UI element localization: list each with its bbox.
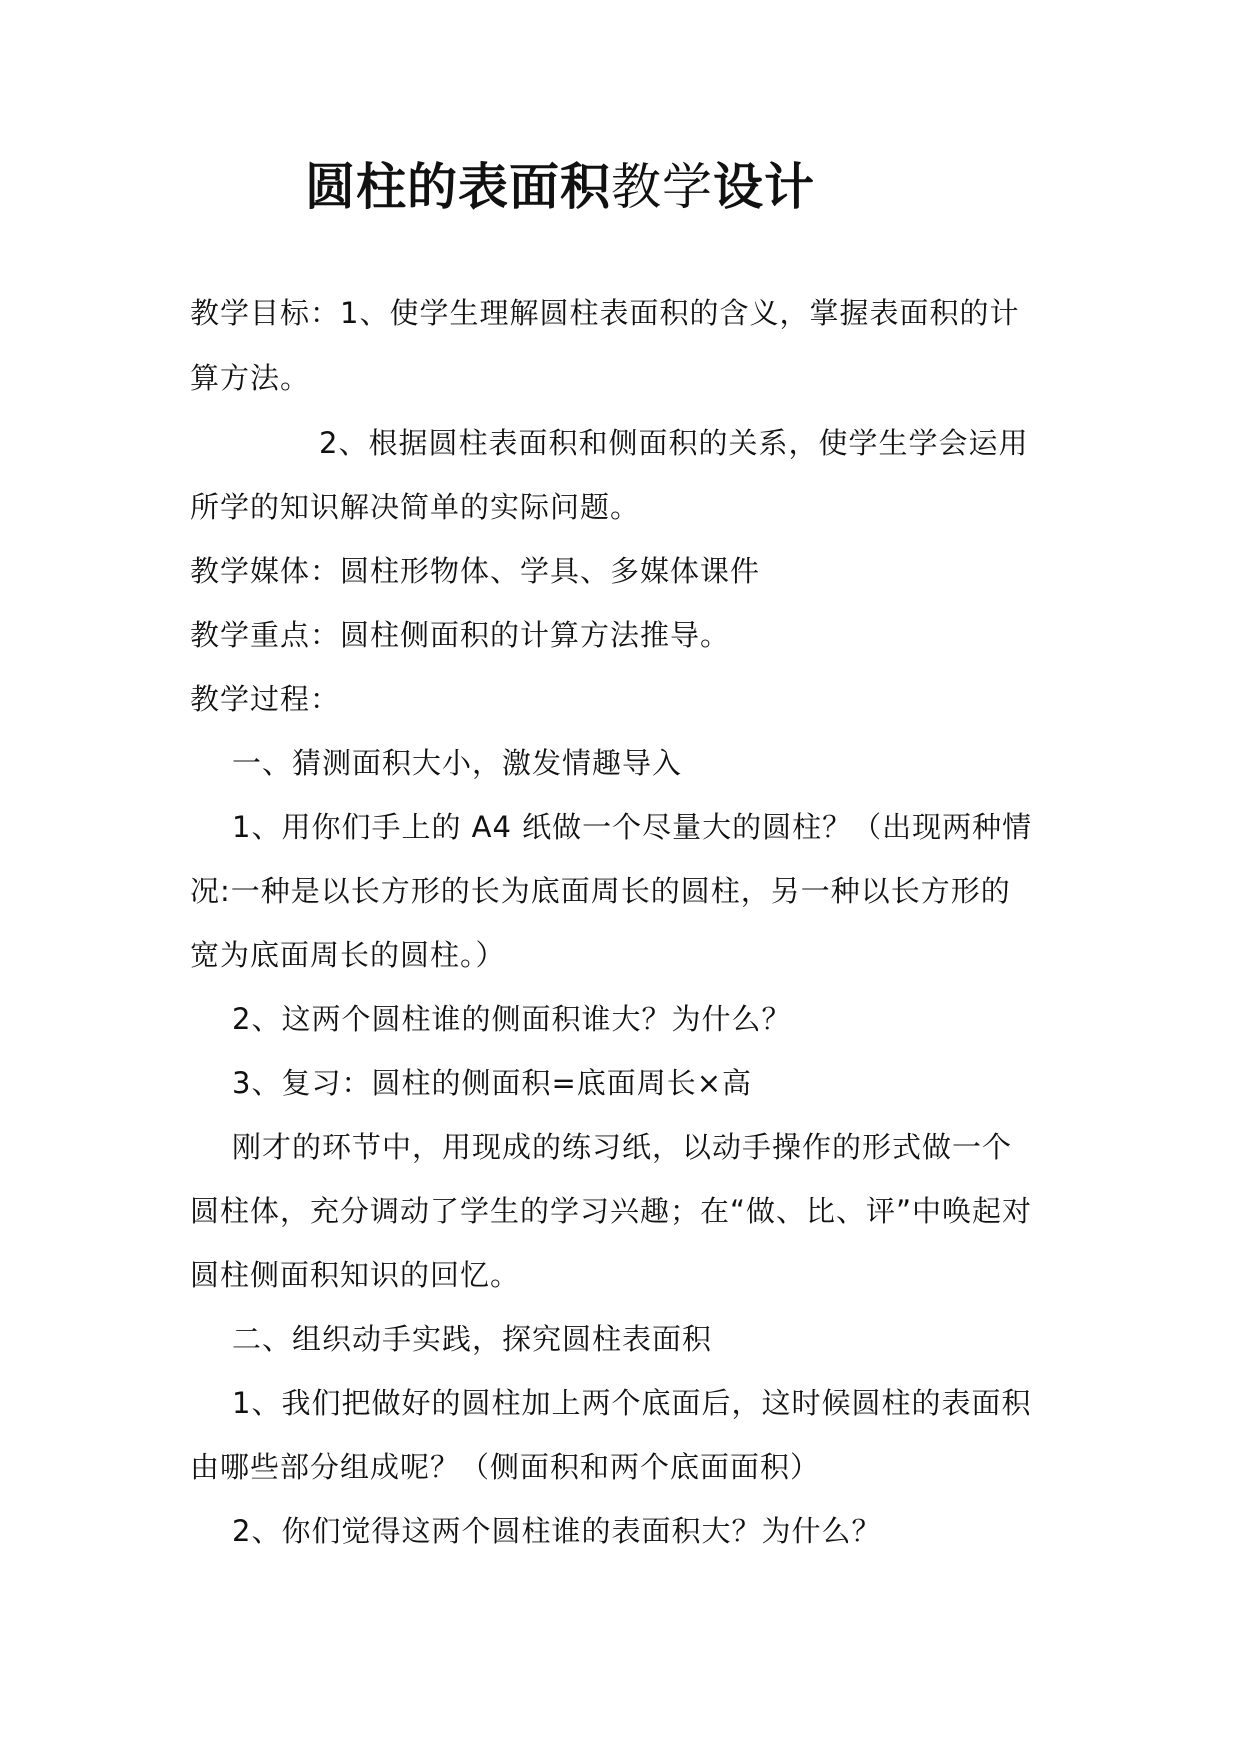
text-line-5: 教学媒体：圆柱形物体、学具、多媒体课件: [190, 554, 761, 588]
text-line-8: 一、猜测面积大小，激发情趣导入: [232, 746, 683, 780]
text-line-10: 况:一种是以长方形的长为底面周长的圆柱，另一种以长方形的: [190, 874, 1011, 908]
text-line-19: 由哪些部分组成呢？（侧面积和两个底面面积）: [190, 1450, 821, 1484]
text-line-12: 2、这两个圆柱谁的侧面积谁大？为什么？: [232, 1002, 792, 1036]
text-line-4: 所学的知识解决简单的实际问题。: [190, 490, 641, 524]
text-line-6: 教学重点：圆柱侧面积的计算方法推导。: [190, 618, 731, 652]
text-line-7: 教学过程：: [190, 682, 341, 716]
text-line-9: 1、用你们手上的 A4 纸做一个尽量大的圆柱？（出现两种情: [232, 810, 1033, 844]
text-line-3: 2、根据圆柱表面积和侧面积的关系，使学生学会运用: [319, 426, 1029, 460]
text-line-2: 算方法。: [190, 361, 311, 395]
text-line-15: 圆柱体，充分调动了学生的学习兴趣；在“做、比、评”中唤起对: [190, 1194, 1033, 1228]
document-title: [305, 155, 815, 219]
title-part-1: 圆柱的表面积: [305, 158, 611, 216]
text-line-14: 刚才的环节中，用现成的练习纸，以动手操作的形式做一个: [232, 1130, 1013, 1164]
text-line-13: 3、复习：圆柱的侧面积=底面周长×高: [232, 1066, 753, 1100]
title-part-2: 教学: [611, 158, 713, 216]
text-line-18: 1、我们把做好的圆柱加上两个底面后，这时候圆柱的表面积: [232, 1386, 1032, 1420]
title-part-3: 设计: [713, 158, 815, 216]
text-line-20: 2、你们觉得这两个圆柱谁的表面积大？为什么？: [232, 1514, 882, 1548]
text-line-16: 圆柱侧面积知识的回忆。: [190, 1258, 521, 1292]
text-line-17: 二、组织动手实践，探究圆柱表面积: [232, 1322, 713, 1356]
text-line-11: 宽为底面周长的圆柱。）: [190, 938, 506, 972]
text-line-1: 教学目标：1、使学生理解圆柱表面积的含义，掌握表面积的计: [190, 296, 1020, 330]
